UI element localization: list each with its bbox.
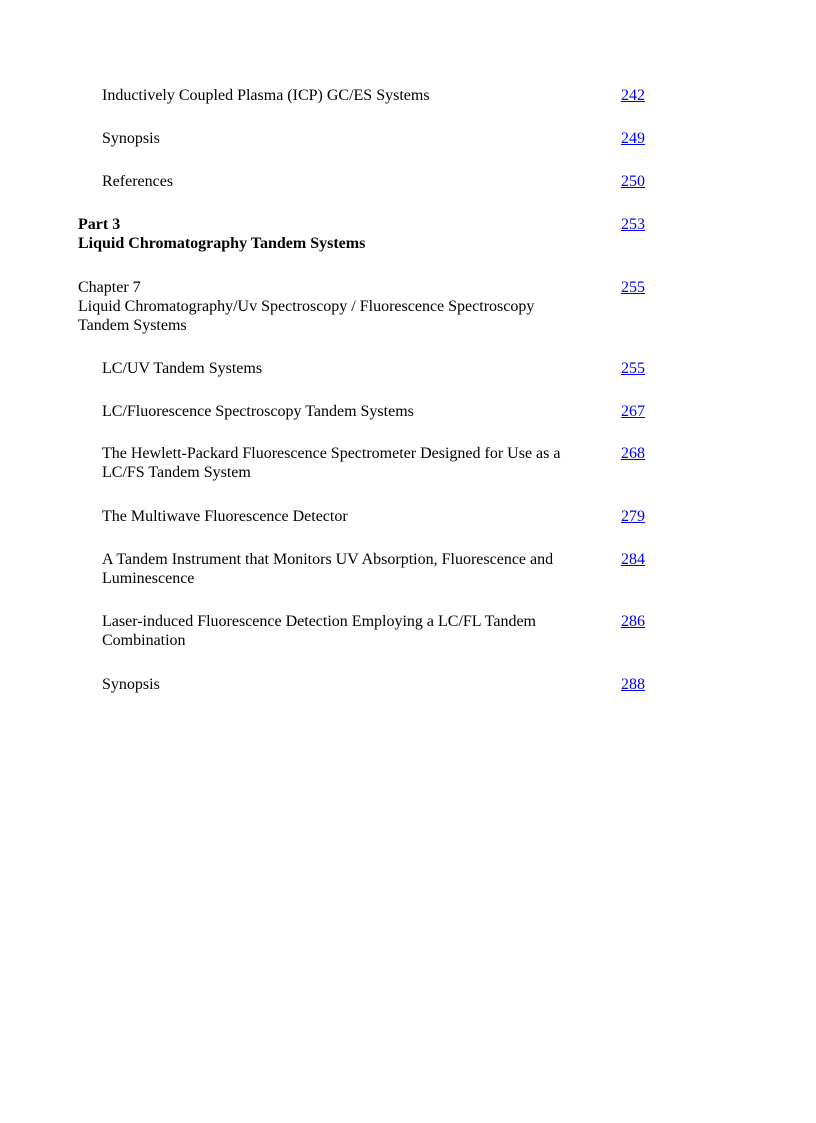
toc-chapter-label: Chapter 7 (78, 279, 141, 296)
toc-entry-title: References (102, 173, 174, 190)
toc-page-link[interactable]: 255 (621, 360, 645, 377)
toc-entry-title: LC/UV Tandem Systems (102, 360, 263, 377)
toc-page-link[interactable]: 288 (621, 676, 645, 693)
toc-page-link[interactable]: 250 (621, 173, 645, 190)
toc-entry-title-line-2: Luminescence (102, 570, 195, 587)
toc-entry-title: The Multiwave Fluorescence Detector (102, 508, 348, 525)
toc-entry-title-line-2: LC/FS Tandem System (102, 464, 251, 481)
toc-entry-title: LC/Fluorescence Spectroscopy Tandem Systems (102, 403, 414, 420)
toc-page-link[interactable]: 253 (621, 216, 645, 233)
toc-entry-title-line-1: Laser-induced Fluorescence Detection Employing a LC/FL Tandem (102, 613, 536, 630)
toc-entry-title: Synopsis (102, 130, 160, 147)
toc-page-link[interactable]: 279 (621, 508, 645, 525)
toc-chapter-title-line-1: Liquid Chromatography/Uv Spectroscopy / Fluorescence Spectroscopy (78, 298, 535, 315)
toc-entry-lc-uv (78, 359, 658, 378)
toc-part-3 (78, 215, 658, 253)
toc-entry-synopsis (78, 129, 658, 148)
toc-entry-lc-fluorescence (78, 402, 658, 421)
toc-entry-multiwave (78, 507, 658, 526)
toc-entry-title-line-1: A Tandem Instrument that Monitors UV Absorption, Fluorescence and (102, 551, 554, 568)
toc-entry-references (78, 172, 658, 191)
toc-part-title: Liquid Chromatography Tandem Systems (78, 235, 366, 252)
toc-entry-title-line-2: Combination (102, 632, 186, 649)
toc-entry-icp-gc-es (78, 86, 658, 105)
toc-entry-tandem-instrument (78, 550, 658, 588)
toc-part-label: Part 3 (78, 216, 121, 233)
toc-entry-laser-induced (78, 612, 658, 650)
toc-entry-title: Synopsis (102, 676, 160, 693)
toc-chapter-7 (78, 278, 658, 335)
toc-chapter-title-line-2: Tandem Systems (78, 317, 187, 334)
toc-entry-title-line-1: The Hewlett-Packard Fluorescence Spectrometer Designed for Use as a (102, 445, 561, 462)
toc-page-link[interactable]: 267 (621, 403, 645, 420)
toc-page-link[interactable]: 242 (621, 87, 645, 104)
toc-page-link[interactable]: 284 (621, 551, 645, 568)
toc-entry-title: Inductively Coupled Plasma (ICP) GC/ES Systems (102, 87, 430, 104)
toc-page-link[interactable]: 286 (621, 613, 645, 630)
toc-entry-synopsis-2 (78, 675, 658, 694)
toc-page-link[interactable]: 255 (621, 279, 645, 296)
toc-page-link[interactable]: 249 (621, 130, 645, 147)
toc-entry-hewlett-packard (78, 444, 658, 482)
toc-page-link[interactable]: 268 (621, 445, 645, 462)
